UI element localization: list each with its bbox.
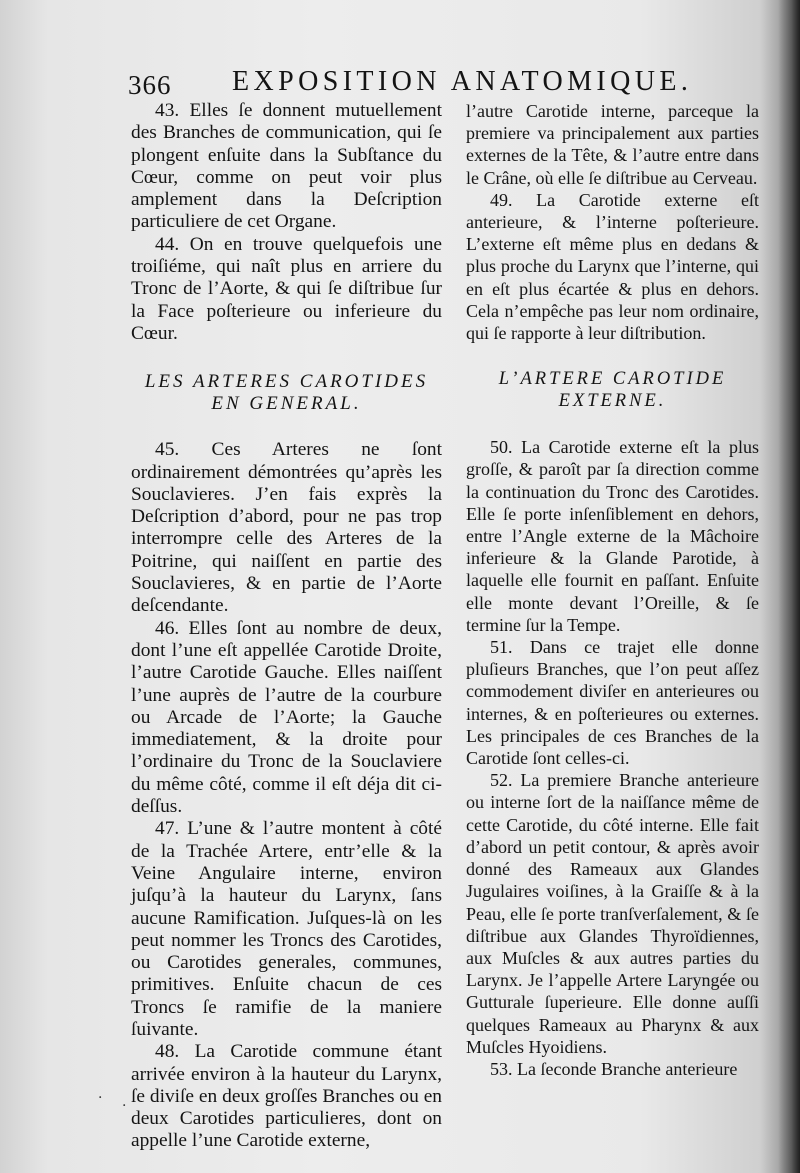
- page-gutter-shadow: [778, 0, 800, 1173]
- heading-line: EN GENERAL.: [211, 393, 362, 415]
- heading-line: L’ARTERE CAROTIDE: [498, 369, 727, 390]
- ink-speck: ·: [98, 1090, 103, 1106]
- heading-line: EXTERNE.: [558, 391, 667, 412]
- paragraph-48-continued: l’autre Carotide interne, parceque la premiere va principalement aux parties externes de la Tête, & l’autre entre dans le Crâne, où elle ſe diſtribue au Cerveau.: [466, 101, 759, 188]
- paragraph-45: 45. Ces Arteres ne ſont ordinairement démontrées qu’après les Souclavieres. J’en fais exprès la Deſcription d’abord, pour ne pas trop interrompre celle des Arteres de la Poitrine, qui naiſſent en partie des Souclavieres, & en partie de l’Aorte deſcendante.: [131, 439, 442, 617]
- paragraph-53: 53. La ſeconde Branche anterieure: [490, 1058, 738, 1079]
- paragraph-49: 49. La Carotide externe eſt anterieure, & l’interne poſterieure. L’externe eſt même plus en dedans & plus proche du Larynx que l’interne, qui en eſt plus écartée & plus en dehors. Cela n’empêche pas leur nom ordinaire, qui ſe rapporte à leur diſtribution.: [466, 189, 759, 344]
- section-heading-carotides: [131, 371, 442, 415]
- paragraph-48: 48. La Carotide commune étant arrivée environ à la hauteur du Larynx, ſe diviſe en deux groſſes Branches ou en deux Carotides particulieres, dont on appelle l’une Carotide externe,: [131, 1041, 442, 1152]
- running-title: EXPOSITION ANATOMIQUE.: [232, 66, 693, 97]
- page-number: 366: [128, 70, 172, 100]
- paragraph-51: 51. Dans ce trajet elle donne pluſieurs Branches, que l’on peut aſſez commodement diviſer en anterieures ou internes, & en poſterieures ou externes. Les principales de ces Branches de la Carotide ſont celles-ci.: [466, 637, 759, 769]
- page-header: [128, 62, 693, 102]
- paragraph-43: 43. Elles ſe donnent mutuellement des Branches de communication, qui ſe plongent enſuite dans la Subſtance du Cœur, comme on peut voir plus amplement dans la Deſcription particuliere de cet Organe.: [131, 100, 442, 233]
- paragraph-44: 44. On en trouve quelquefois une troiſiéme, qui naît plus en arriere du Tronc de l’Aorte, & qui ſe diſtribue ſur la Face poſterieure ou inferieure du Cœur.: [131, 233, 442, 344]
- paragraph-52: 52. La premiere Branche anterieure ou interne ſort de la naiſſance même de cette Carotide, du côté interne. Elle fait d’abord un petit contour, & après avoir donné des Rameaux aux Glandes Jugulaires voiſines, à la Graiſſe & à la Peau, elle ſe porte tranſverſalement, & ſe diſtribue aux Glandes Thyroïdiennes, aux Muſcles & aux autres parties du Larynx. Je l’appelle Artere Laryngée ou Gutturale ſuperieure. Elle donne auſſi quelques Rameaux au Pharynx & aux Muſcles Hyoidiens.: [466, 770, 759, 1057]
- section-heading-carotide-externe: [466, 368, 759, 412]
- paragraph-50: 50. La Carotide externe eſt la plus groſſe, & paroît par ſa direction comme la continuation du Tronc des Carotides. Elle ſe porte inſenſiblement en dehors, entre l’Angle externe de la Mâchoire inferieure & la Glande Parotide, à laquelle elle fournit en paſſant. Enſuite elle monte devant l’Oreille, & ſe termine ſur la Tempe.: [466, 437, 759, 635]
- paragraph-46: 46. Elles ſont au nombre de deux, dont l’une eſt appellée Carotide Droite, l’autre Carotide Gauche. Elles naiſſent l’une auprès de l’autre de la courbure ou Arcade de l’Aorte; la Gauche immediatement, & la droite pour l’ordinaire du Tronc de la Souclaviere du même côté, comme il eſt déja dit ci-deſſus.: [131, 617, 442, 818]
- right-column: [466, 100, 759, 1080]
- heading-line: LES ARTERES CAROTIDES: [144, 371, 429, 393]
- ink-speck: ·: [122, 1098, 127, 1114]
- paragraph-47: 47. L’une & l’autre montent à côté de la Trachée Artere, entr’elle & la Veine Angulaire interne, environ juſqu’à la hauteur du Larynx, ſans aucune Ramification. Juſques-là on les peut nommer les Troncs des Carotides, ou Carotides generales, communes, primitives. Enſuite chacun de ces Troncs ſe ramifie de la maniere ſuivante.: [131, 818, 442, 1040]
- left-column: [131, 100, 442, 1153]
